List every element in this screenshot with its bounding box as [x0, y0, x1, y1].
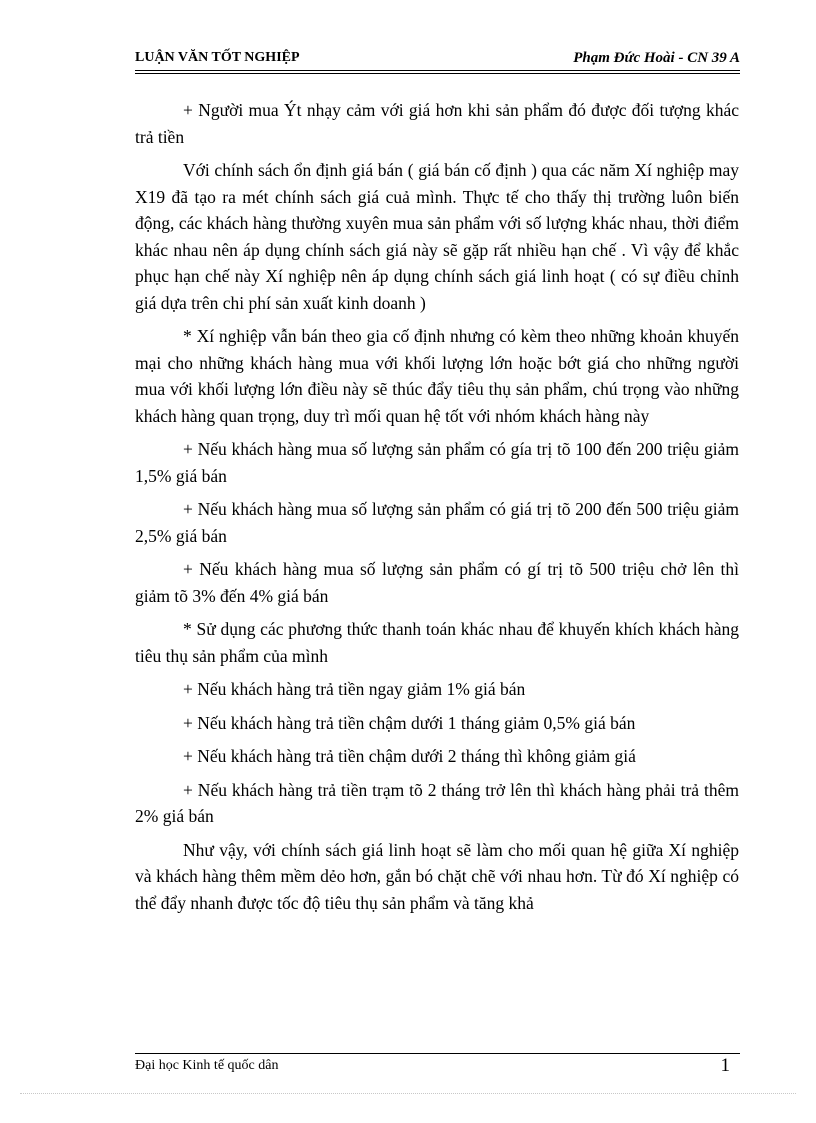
paragraph: + Nếu khách hàng trả tiền chậm dưới 1 tháng giảm 0,5% giá bán: [183, 712, 636, 733]
header-divider: [135, 70, 740, 74]
paragraph: + Người mua Ýt nhạy cảm với giá hơn khi sản phẩm đó được đối tượng khác trả tiền: [135, 100, 739, 147]
page-header: [135, 50, 740, 70]
footer-divider: [135, 1053, 740, 1054]
header-author: Phạm Đức Hoài - CN 39 A: [573, 50, 740, 66]
footer-institution: Đại học Kinh tế quốc dân: [135, 1058, 279, 1073]
header-title: LUẬN VĂN TỐT NGHIỆP: [135, 50, 300, 65]
paragraph: * Sử dụng các phương thức thanh toán khác nhau để khuyến khích khách hàng tiêu thụ sản phẩm của mình: [135, 619, 739, 666]
paragraph: Với chính sách ổn định giá bán ( giá bán cố định ) qua các năm Xí nghiệp may X19 đã tạo ra mét chính sách giá cuả mình. Thực tế cho thấy thị trường luôn biến động, các khách hàng thường xuyên mua sản phẩm với số lượng khác nhau, thời điểm khác nhau nên áp dụng chính sách giá này sẽ gặp rất nhiều hạn chế . Vì vậy để khắc phục hạn chế này Xí nghiệp nên áp dụng chính sách giá linh hoạt ( có sự điều chỉnh giá dựa trên chi phí sản xuất kinh doanh ): [135, 160, 739, 313]
page-footer: [135, 1057, 740, 1077]
paragraph: Như vậy, với chính sách giá linh hoạt sẽ làm cho mối quan hệ giữa Xí nghiệp và khách hàng thêm mềm dẻo hơn, gắn bó chặt chẽ với nhau hơn. Từ đó Xí nghiệp có thể đẩy nhanh được tốc độ tiêu thụ sản phẩm và tăng khả: [135, 839, 739, 913]
paragraph: * Xí nghiệp vẫn bán theo gia cố định nhưng có kèm theo những khoản khuyến mại cho những khách hàng mua với khối lượng lớn hoặc bớt giá cho những người mua với khối lượng lớn điều này sẽ thúc đẩy tiêu thụ sản phẩm, chú trọng vào những khách hàng quan trọng, duy trì mối quan hệ tốt với nhóm khách hàng này: [135, 326, 739, 426]
paragraph: + Nếu khách hàng trả tiền chậm dưới 2 tháng thì không giảm giá: [183, 746, 636, 766]
paragraph: + Nếu khách hàng mua số lượng sản phẩm có gía trị tõ 100 đến 200 triệu giảm 1,5% giá bán: [135, 439, 739, 486]
paragraph: + Nếu khách hàng mua số lượng sản phẩm có giá trị tõ 200 đến 500 triệu giảm 2,5% giá bán: [135, 499, 739, 546]
paragraph: + Nếu khách hàng trả tiền ngay giảm 1% giá bán: [183, 679, 526, 699]
paragraph: + Nếu khách hàng trả tiền trạm tõ 2 tháng trở lên thì khách hàng phải trả thêm 2% giá bán: [135, 779, 739, 826]
paragraph: + Nếu khách hàng mua số lượng sản phẩm có gí trị tõ 500 triệu chở lên thì giảm tõ 3% đến 4% giá bán: [135, 559, 739, 606]
page-number: 1: [720, 1055, 730, 1076]
document-body: [135, 97, 739, 923]
page-boundary: [20, 1093, 796, 1094]
